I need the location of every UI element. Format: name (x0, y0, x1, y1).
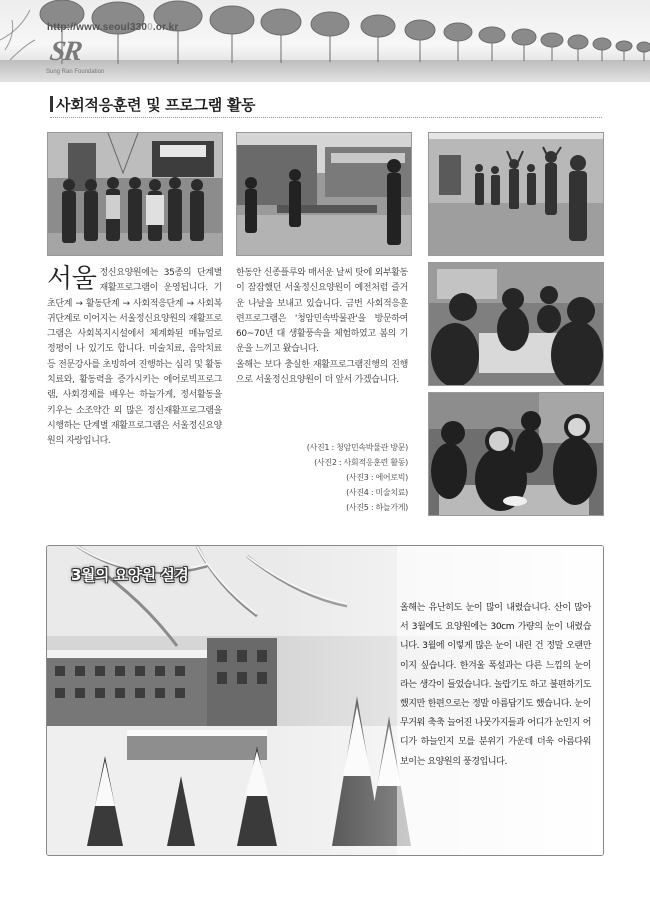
article-column-2 (236, 266, 408, 388)
feature-title: 3월의 요양원 설경 (71, 566, 189, 584)
title-marker (50, 96, 53, 112)
photo-outdoor-activity (236, 132, 412, 256)
caption-2: (사진2 : 사회적응훈련 활동) (314, 458, 408, 467)
feature-text: 올해는 유난히도 눈이 많이 내렸습니다. 산이 많아서 3월에도 요양원에는 30cm 가량의 눈이 내렸습니다. 3월에 이렇게 많은 눈이 내린 건 정말 오랜만이지 싶습니다. 한겨울 폭설과는 다른 느낌의 눈이라는 생각이 들었습니다. 놀랍기도 하고 불편하기도 했지만 한편으로는 정말 아름답기도 했습니다. 눈이 무거워 축축 늘어진 나뭇가지들과 어디가 눈인지 어디가 하늘인지 모를 분위기 가운데 더욱 아름다워 보이는 요양원의 풍경입니다. (400, 603, 591, 767)
article-text-2: 한동안 신종플루와 매서운 날씨 탓에 외부활동이 잠잠했던 서울정신요양원이 예전처럼 즐거운 나날을 보내고 있습니다. 금번 사회적응훈련프로그램은 '청암민속박물관'을 방문하여 60~70년 대 생활풍속을 체험하였고 봄의 기운을 느끼고 왔습니다. (236, 268, 408, 355)
caption-5: (사진5 : 하늘가게) (346, 503, 408, 512)
caption-3: (사진3 : 에어로빅) (346, 473, 408, 482)
article-dropcap: 서울 (47, 264, 97, 294)
photo-aerobics (428, 132, 604, 256)
photo-museum-visit (47, 132, 223, 256)
photo-art-therapy (428, 262, 604, 386)
logo: SR (47, 36, 83, 67)
snow-scene-feature (46, 545, 604, 856)
website-url[interactable]: http://www.seoul3300.or.kr (47, 22, 179, 33)
photo-captions (268, 440, 408, 515)
photo-sky-store (428, 392, 604, 516)
article-text-3: 올해는 보다 충실한 재활프로그램진행의 진행으로 서울정신요양원이 더 앞서 가겠습니다. (236, 359, 408, 386)
caption-1: (사진1 : 청암민속박물관 방문) (306, 443, 408, 452)
section-title-bar (50, 93, 602, 118)
header-banner (0, 0, 650, 82)
page-title: 사회적응훈련 및 프로그램 활동 (56, 96, 256, 114)
logo-subtitle: Sung Ran Foundation (46, 69, 105, 75)
article-column-1 (47, 266, 222, 450)
article-text-1: 정신요양원에는 35종의 단계별 재활프로그램이 운영됩니다. 기초단계 → 활동단계 → 사회적응단계 → 사회복귀단계로 이어지는 서울정신요양원의 재활프로그램은 사회복지시설에서 체계화된 매뉴얼로 정평이 나 있기도 합니다. 미술치료, 음악치료 등 전문강사를 초빙하여 진행하는 심리 및 활동치료와, 활동력을 증가시키는 에어로빅프로그램, 사회경제를 배우는 하늘가게, 정서활동을 키우는 소조약간 외 많은 정신재활프로그램을 시행하는 단계별 재활프로그램은 서울정신요양원의 자랑입니다. (47, 268, 222, 447)
caption-4: (사진4 : 미술치료) (346, 488, 408, 497)
